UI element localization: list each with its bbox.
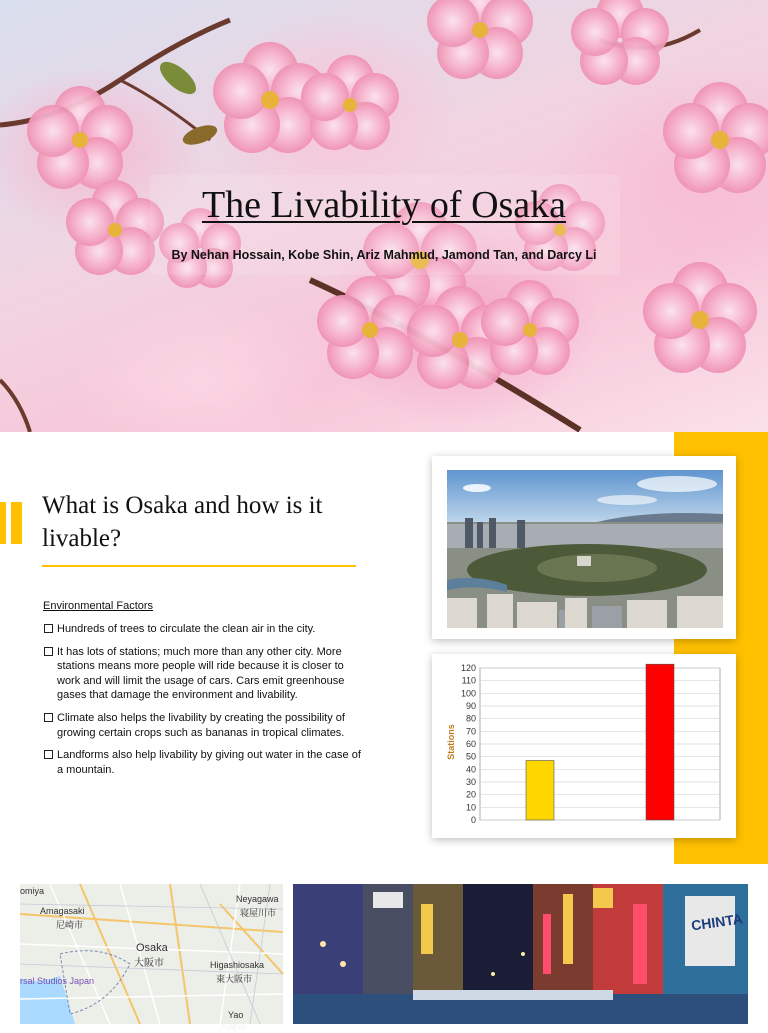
y-tick-label: 60 <box>465 739 476 749</box>
night-street-graphic <box>293 884 748 1024</box>
y-tick-label: 0 <box>470 815 476 825</box>
y-tick-label: 70 <box>465 726 476 737</box>
accent-mark <box>11 502 22 544</box>
y-tick-label: 50 <box>465 751 476 762</box>
map-label: Higashiosaka <box>210 960 265 970</box>
list-item: It has lots of stations; much more than any other city. More stations means more people will ride because it is closer to work and will limit the usage of cars. Cars emit greenhouse gases that damage the environment and livability. <box>43 645 368 703</box>
y-tick-label: 10 <box>465 802 476 813</box>
y-tick-label: 30 <box>465 777 476 787</box>
osaka-map <box>20 884 283 1032</box>
stations-chart-card <box>432 654 736 838</box>
neon-sign: CHINTA <box>690 910 744 934</box>
list-item: Hundreds of trees to circulate the clean air in the city. <box>43 622 368 637</box>
map-label: 東大阪市 <box>216 974 253 984</box>
section-label: Environmental Factors <box>43 600 154 612</box>
osaka-aerial-photo <box>447 470 723 628</box>
dotonbori-photo <box>293 884 748 1024</box>
map-label: 尼崎市 <box>56 920 84 930</box>
map-label: 大阪市 <box>134 958 164 969</box>
list-item: Landforms also help livability by giving out water in the case of a mountain. <box>43 748 368 777</box>
checkbox-bullet-icon <box>44 750 53 759</box>
third-slide <box>0 864 768 1032</box>
list-item: Climate also helps the livability by creating the possibility of growing certain crops such as bananas in tropical climates. <box>43 711 368 740</box>
authors-line: By Nehan Hossain, Kobe Shin, Ariz Mahmud, Jamond Tan, and Darcy Li <box>171 248 597 262</box>
title-slide <box>0 0 768 432</box>
map-label: 八尾市 <box>220 1022 248 1032</box>
map-label: Osaka <box>136 942 168 954</box>
map-label: Yao <box>228 1010 244 1020</box>
heading-divider <box>42 565 356 567</box>
map-label: omiya <box>20 886 45 896</box>
y-tick-label: 100 <box>460 688 476 699</box>
livability-slide <box>0 432 768 864</box>
accent-mark <box>0 502 6 544</box>
map-label: rsal Studios Japan <box>20 976 95 986</box>
bar-1 <box>646 664 674 820</box>
map-label: Neyagawa <box>236 894 279 904</box>
checkbox-bullet-icon <box>44 624 53 633</box>
y-tick-label: 40 <box>465 764 476 775</box>
y-tick-label: 90 <box>465 701 476 711</box>
map-label: Amagasaki <box>40 906 85 916</box>
bar-0 <box>526 760 554 820</box>
bullet-list <box>43 622 368 785</box>
y-tick-label: 120 <box>460 663 476 673</box>
slide-heading: What is Osaka and how is it livable? <box>42 492 323 552</box>
checkbox-bullet-icon <box>44 713 53 722</box>
osaka-photo-card <box>432 456 736 639</box>
y-tick-label: 110 <box>461 675 476 686</box>
stations-bar-chart <box>432 654 736 838</box>
presentation-title: The Livability of Osaka <box>201 184 567 226</box>
y-tick-label: 80 <box>465 713 476 724</box>
checkbox-bullet-icon <box>44 647 53 656</box>
y-axis-label: Stations <box>446 724 456 760</box>
map-label: 寝屋川市 <box>240 908 277 918</box>
y-tick-label: 20 <box>465 789 476 800</box>
